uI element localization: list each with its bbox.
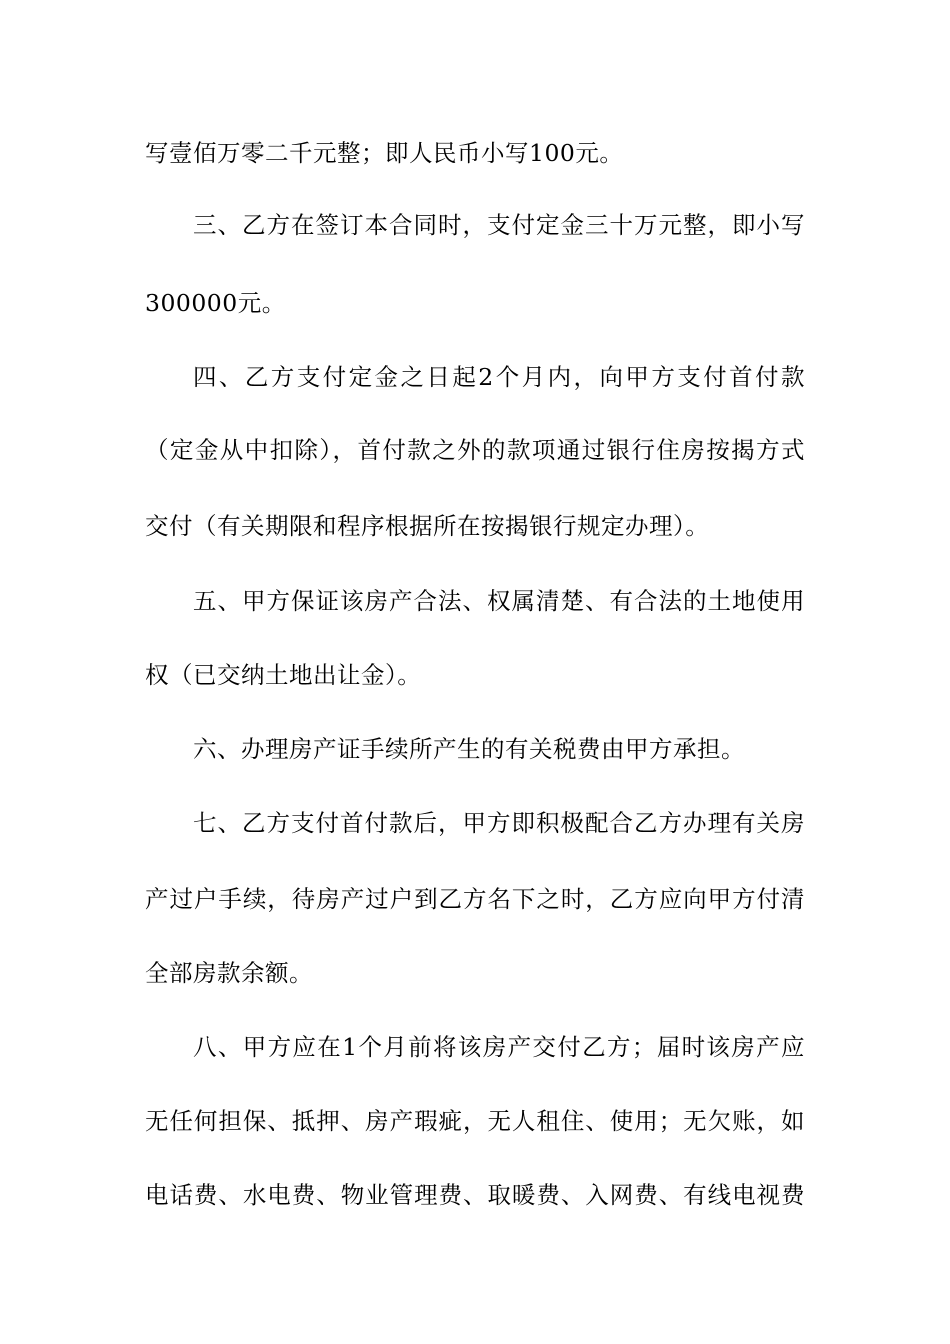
paragraph-line: 无任何担保、抵押、房产瑕疵，无人租住、使用；无欠账，如 [145, 1107, 805, 1135]
paragraph-line: 全部房款余额。 [145, 959, 313, 987]
paragraph-line: 四、乙方支付定金之日起2个月内，向甲方支付首付款 [193, 363, 805, 391]
paragraph-line: 写壹佰万零二千元整；即人民币小写100元。 [145, 139, 624, 167]
paragraph-line: 三、乙方在签订本合同时，支付定金三十万元整，即小写 [193, 211, 805, 239]
paragraph-line: 产过户手续，待房产过户到乙方名下之时，乙方应向甲方付清 [145, 885, 805, 913]
paragraph-line: 五、甲方保证该房产合法、权属清楚、有合法的土地使用 [193, 587, 805, 615]
paragraph-line: 电话费、水电费、物业管理费、取暖费、入网费、有线电视费 [145, 1181, 805, 1209]
paragraph-line: 六、办理房产证手续所产生的有关税费由甲方承担。 [193, 735, 745, 763]
paragraph-line: 300000元。 [145, 289, 286, 317]
paragraph-line: 七、乙方支付首付款后，甲方即积极配合乙方办理有关房 [193, 809, 805, 837]
paragraph-line: 八、甲方应在1个月前将该房产交付乙方；届时该房产应 [193, 1033, 805, 1061]
paragraph-line: 交付（有关期限和程序根据所在按揭银行规定办理）。 [145, 512, 710, 540]
paragraph-line: （定金从中扣除），首付款之外的款项通过银行住房按揭方式 [145, 436, 805, 464]
paragraph-line: 权（已交纳土地出让金）。 [145, 661, 422, 689]
